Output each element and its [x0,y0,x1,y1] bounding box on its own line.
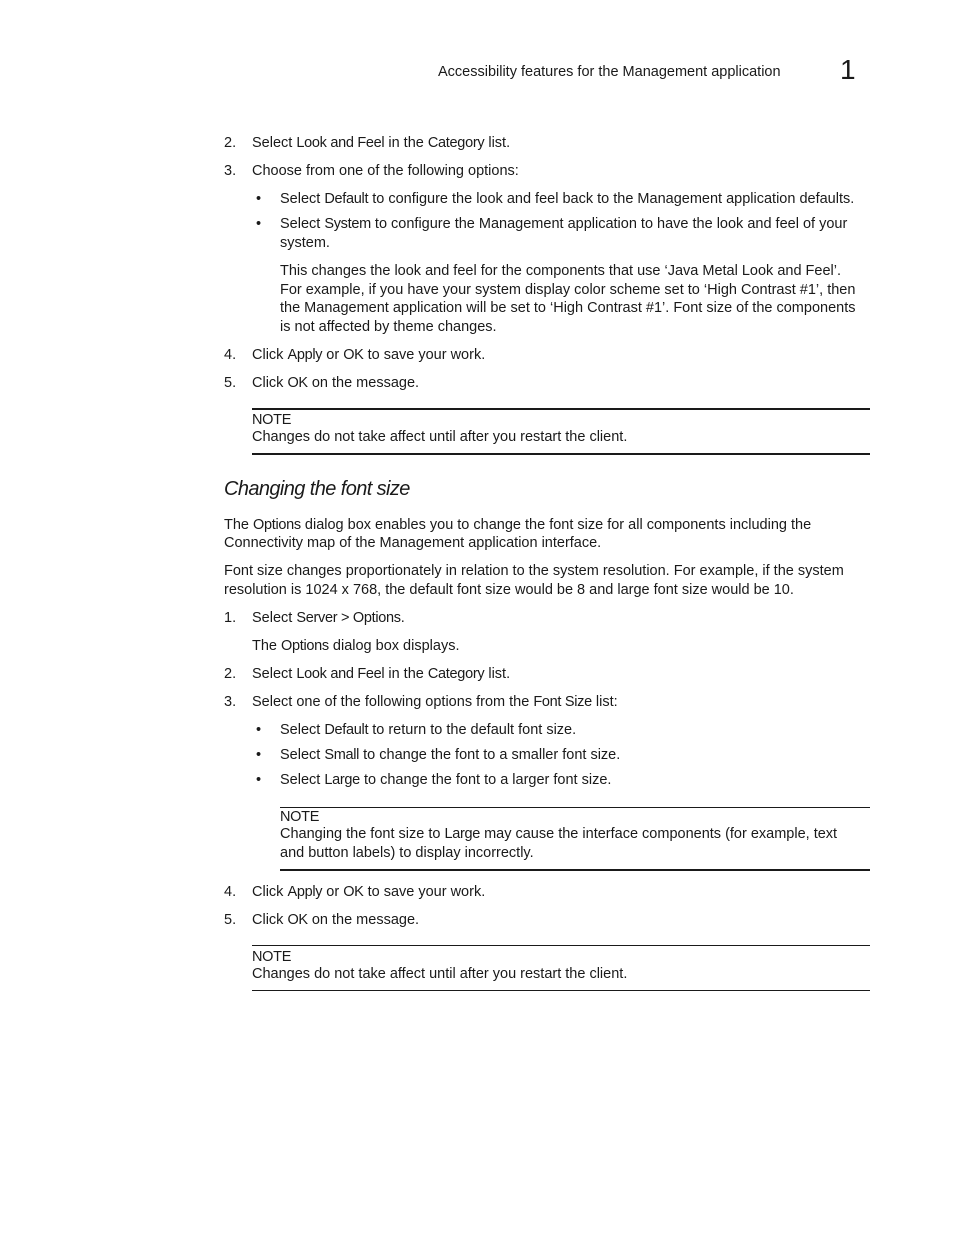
section-heading: Changing the font size [224,478,410,500]
intro-paragraph-line2: Connectivity map of the Management application interface. [224,535,602,551]
note-text: Changes do not take affect until after you restart the client. [252,429,628,445]
step-number: 4. [224,347,237,363]
note-top-rule [280,807,870,808]
step-number: 4. [224,884,237,900]
step-number: 2. [224,135,237,151]
paragraph-line: Font size changes proportionately in relation to the system resolution. For example, if the system [224,563,844,579]
bullet-icon: • [256,772,262,788]
bullet-icon: • [256,722,262,738]
paragraph-line: is not affected by theme changes. [280,319,497,335]
bullet-system: Select System to configure the Management application to have the look and feel of your [280,216,848,232]
bullet-large: Select Large to change the font to a larger font size. [280,772,612,788]
step-number: 2. [224,666,237,682]
note-text-line2: and button labels) to display incorrectly. [280,845,534,861]
paragraph-line: This changes the look and feel for the components that use ‘Java Metal Look and Feel’. [280,263,842,279]
step-number: 1. [224,610,237,626]
bullet-default: Select Default to return to the default font size. [280,722,577,738]
step-number: 5. [224,912,237,928]
note-top-rule [252,945,870,946]
step-3-text: Select one of the following options from the Font Size list: [252,694,618,710]
step-3-text: Choose from one of the following options: [252,163,519,179]
note-text: Changes do not take affect until after you restart the client. [252,966,628,982]
note-title: NOTE [252,949,292,965]
bullet-default: Select Default to configure the look and feel back to the Management application defaults. [280,191,855,207]
step-5-text: Click OK on the message. [252,912,420,928]
bullet-icon: • [256,747,262,763]
note-text: Changing the font size to Large may cause the interface components (for example, text [280,826,838,842]
note-top-rule [252,408,870,410]
paragraph-line: the Management application will be set to ‘High Contrast #1’. Font size of the components [280,300,856,316]
note-title: NOTE [280,809,320,825]
step-2-text: Select Look and Feel in the Category list. [252,666,511,682]
bullet-small: Select Small to change the font to a smaller font size. [280,747,621,763]
running-header: Accessibility features for the Management application [438,64,781,80]
bullet-icon: • [256,191,262,207]
note-bottom-rule [252,453,870,455]
bullet-icon: • [256,216,262,232]
step-2-text: Select Look and Feel in the Category list. [252,135,511,151]
bullet-system-line2: system. [280,235,330,251]
note-bottom-rule [252,990,870,991]
step-number: 3. [224,694,237,710]
step-1-result: The Options dialog box displays. [252,638,460,654]
step-1-text: Select Server > Options. [252,610,405,626]
step-4-text: Click Apply or OK to save your work. [252,884,486,900]
chapter-number: 1 [840,54,856,85]
step-5-text: Click OK on the message. [252,375,420,391]
paragraph-line: For example, if you have your system display color scheme set to ‘High Contrast #1’, then [280,282,856,298]
step-number: 5. [224,375,237,391]
step-number: 3. [224,163,237,179]
step-4-text: Click Apply or OK to save your work. [252,347,486,363]
paragraph-line: resolution is 1024 x 768, the default font size would be 8 and large font size would be 10. [224,582,794,598]
intro-paragraph: The Options dialog box enables you to change the font size for all components including the [224,517,812,533]
note-title: NOTE [252,412,292,428]
note-bottom-rule [280,869,870,871]
